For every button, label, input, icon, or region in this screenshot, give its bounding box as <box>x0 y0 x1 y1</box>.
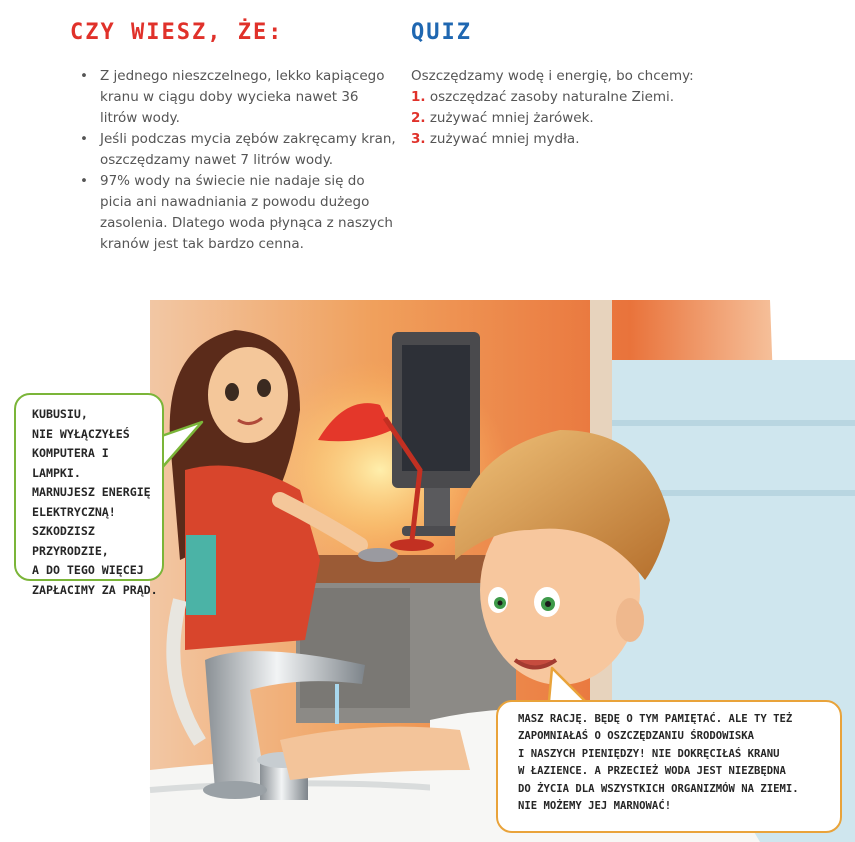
quiz-option-number: 2. <box>411 110 426 126</box>
did-you-know-heading: CZY WIESZ, ŻE: <box>70 20 284 45</box>
quiz-question: Oszczędzamy wodę i energię, bo chcemy: <box>411 68 694 84</box>
facts-list <box>78 66 398 255</box>
quiz-option-number: 1. <box>411 89 426 105</box>
quiz-option-number: 3. <box>411 131 426 147</box>
fact-item: • 97% wody na świecie nie nadaje się do picia ani nawadniania z powodu dużego zasolenia. Dlatego woda płynąca z naszych kranów jest tak bardzo cenna. <box>78 171 398 255</box>
quiz-option-3[interactable] <box>411 129 831 150</box>
mother-speech-bubble: KUBUSIU, NIE WYŁĄCZYŁEŚ KOMPUTERA I LAMPKI. MARNUJESZ ENERGIĘ ELEKTRYCZNĄ! SZKODZISZ PRZYRODZIE, A DO TEGO WIĘCEJ ZAPŁACIMY ZA PRĄD. <box>14 393 164 581</box>
mother-face <box>208 347 288 443</box>
quiz-block <box>411 66 831 150</box>
quiz-option-text: zużywać mniej mydła. <box>429 131 580 147</box>
quiz-heading: QUIZ <box>411 20 472 45</box>
boy-speech-bubble: MASZ RACJĘ. BĘDĘ O TYM PAMIĘTAĆ. ALE TY TEŻ ZAPOMNIAŁAŚ O OSZCZĘDZANIU ŚRODOWISKA I NASZYCH PIENIĘDZY! NIE DOKRĘCIŁAŚ KRANU W ŁAZIENCE. A PRZECIEŻ WODA JEST NIEZBĘDNA DO ŻYCIA DLA WSZYSTKICH ORGANIZMÓW NA ZIEMI. NIE MOŻEMY JEJ MARNOWAĆ! <box>496 700 842 833</box>
quiz-option-2[interactable] <box>411 108 831 129</box>
quiz-option-text: zużywać mniej żarówek. <box>429 110 594 126</box>
water-drip <box>335 684 339 724</box>
towel <box>186 535 216 615</box>
fact-item: • Jeśli podczas mycia zębów zakręcamy kran, oszczędzamy nawet 7 litrów wody. <box>78 129 398 171</box>
fact-item: • Z jednego nieszczelnego, lekko kapiącego kranu w ciągu doby wycieka nawet 36 litrów wody. <box>78 66 398 129</box>
quiz-option-text: oszczędzać zasoby naturalne Ziemi. <box>429 89 675 105</box>
quiz-option-1[interactable] <box>411 87 831 108</box>
